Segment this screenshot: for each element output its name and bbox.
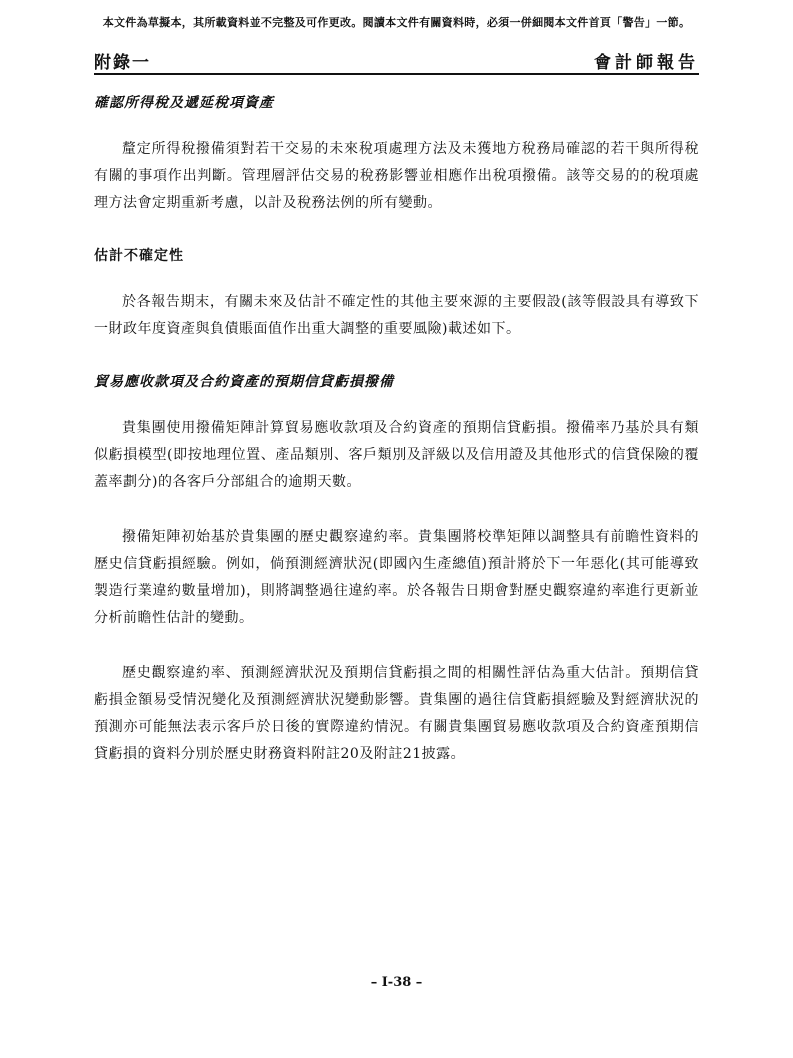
draft-notice: 本文件為草擬本，其所載資料並不完整及可作更改。閱讀本文件有關資料時，必須一併細閱本文件首頁「警告」一節。 <box>102 16 691 29</box>
report-title: 會計師報告 <box>594 53 699 73</box>
paragraph-ecl-3: 歷史觀察違約率、預測經濟狀況及預期信貸虧損之間的相關性評估為重大估計。預期信貸虧損金額易受情況變化及預測經濟狀況變動影響。貴集團的過往信貸虧損經驗及對經濟狀況的預測亦可能無法表示客戶於日後的實際違約情況。有關貴集團貿易應收款項及合約資產預期信貸虧損的資料分別於歷史財務資料附註20及附註21披露。 <box>94 665 699 762</box>
paragraph-estimation-uncertainty: 於各報告期末，有關未來及估計不確定性的其他主要來源的主要假設(該等假設具有導致下一財政年度資產與負債賬面值作出重大調整的重要風險)載述如下。 <box>94 294 699 337</box>
paragraph-ecl-1: 貴集團使用撥備矩陣計算貿易應收款項及合約資產的預期信貸虧損。撥備率乃基於具有類似虧損模型(即按地理位置、產品類別、客戶類別及評級以及信用證及其他形式的信貸保險的覆蓋率劃分)的各客戶分部組合的逾期天數。 <box>94 420 699 490</box>
appendix-title: 附錄一 <box>94 53 151 73</box>
page-number: – I-38 – <box>370 975 423 990</box>
section-heading-income-tax: 確認所得稅及遞延稅項資產 <box>94 95 274 111</box>
paragraph-ecl-2: 撥備矩陣初始基於貴集團的歷史觀察違約率。貴集團將校準矩陣以調整具有前瞻性資料的歷史信貸虧損經驗。例如，倘預測經濟狀況(即國內生產總值)預計將於下一年惡化(其可能導致製造行業違約數量增加)，則將調整過往違約率。於各報告日期會對歷史觀察違約率進行更新並分析前瞻性估計的變動。 <box>94 529 699 626</box>
header-divider <box>94 73 699 75</box>
paragraph-income-tax: 釐定所得稅撥備須對若干交易的未來稅項處理方法及未獲地方稅務局確認的若干與所得稅有關的事項作出判斷。管理層評估交易的稅務影響並相應作出稅項撥備。該等交易的的稅項處理方法會定期重新考慮，以計及稅務法例的所有變動。 <box>94 141 699 211</box>
document-body <box>94 92 699 796</box>
section-heading-estimation-uncertainty: 估計不確定性 <box>94 248 184 264</box>
section-heading-ecl-provision: 貿易應收款項及合約資產的預期信貸虧損撥備 <box>94 374 394 390</box>
